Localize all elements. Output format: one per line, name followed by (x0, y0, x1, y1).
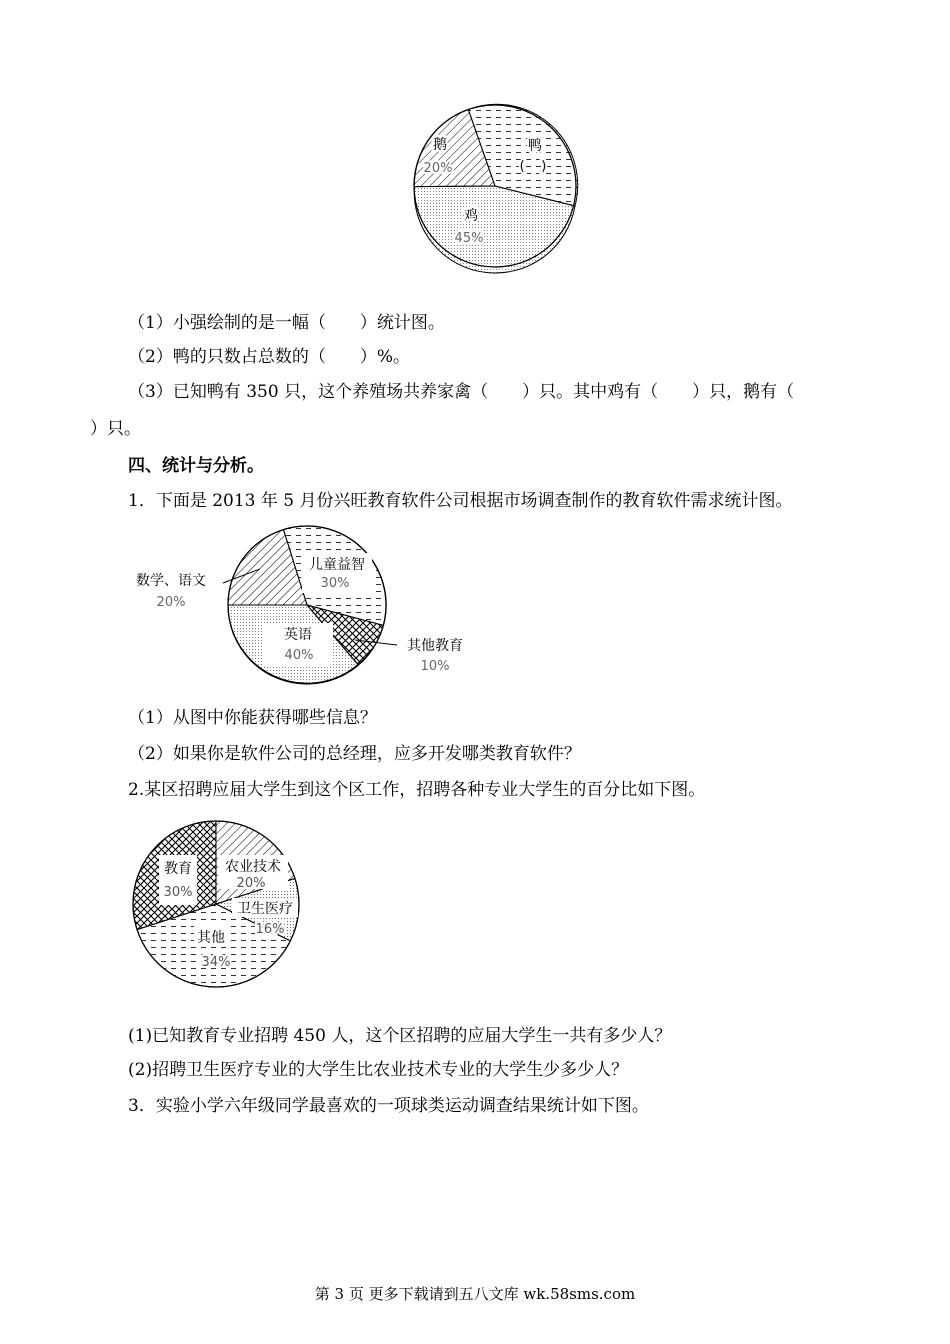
value-other: 34% (201, 955, 231, 970)
value-english: 40% (284, 648, 314, 663)
section-heading-4: 四、统计与分析。 (128, 456, 264, 476)
label-chicken: 鸡 (464, 208, 478, 224)
value-other-education: 10% (420, 659, 450, 674)
poultry-pie-chart (405, 100, 585, 280)
label-health: 卫生医疗 (237, 901, 293, 917)
label-duck: 鸭 (528, 138, 542, 154)
problem-1-q1: （1）从图中你能获得哪些信息？ (128, 708, 377, 728)
label-other: 其他 (197, 930, 225, 946)
label-math-chinese: 数学、语文 (136, 573, 206, 589)
value-goose: 20% (423, 161, 453, 176)
problem-1: 1．下面是 2013 年 5 月份兴旺教育软件公司根据市场调查制作的教育软件需求统计图。 (128, 491, 793, 511)
question-1-3-cont: ）只。 (90, 419, 141, 439)
label-other-education: 其他教育 (407, 638, 463, 654)
software-pie-chart (125, 525, 485, 700)
problem-2-q2: (2)招聘卫生医疗专业的大学生比农业技术专业的大学生少多少人？ (128, 1060, 629, 1080)
value-chicken: 45% (454, 231, 484, 246)
problem-2: 2.某区招聘应届大学生到这个区工作，招聘各种专业大学生的百分比如下图。 (128, 780, 706, 800)
label-goose: 鹅 (433, 137, 447, 153)
value-math-chinese: 20% (156, 595, 186, 610)
value-puzzle: 30% (320, 576, 350, 591)
label-agriculture: 农业技术 (225, 859, 281, 875)
page-footer: 第 3 页 更多下载请到五八文库 wk.58sms.com (314, 1285, 636, 1303)
value-duck: ( ) (519, 159, 547, 174)
problem-2-q1: (1)已知教育专业招聘 450 人，这个区招聘的应届大学生一共有多少人？ (128, 1026, 672, 1046)
value-education: 30% (163, 885, 193, 900)
problem-1-q2: （2）如果你是软件公司的总经理，应多开发哪类教育软件？ (128, 744, 581, 764)
label-puzzle: 儿童益智 (309, 557, 365, 573)
label-english: 英语 (284, 627, 312, 643)
value-health: 16% (255, 922, 285, 937)
question-1-1: （1）小强绘制的是一幅（ ）统计图。 (128, 313, 445, 333)
value-agriculture: 20% (236, 876, 266, 891)
label-education: 教育 (164, 861, 192, 877)
question-1-2: （2）鸭的只数占总数的（ ）%。 (128, 347, 410, 367)
question-1-3: （3）已知鸭有 350 只，这个养殖场共养家禽（ ）只。其中鸡有（ ）只，鹅有（ (128, 382, 795, 402)
recruitment-pie-chart (130, 818, 306, 994)
problem-3: 3．实验小学六年级同学最喜欢的一项球类运动调查结果统计如下图。 (128, 1096, 649, 1116)
